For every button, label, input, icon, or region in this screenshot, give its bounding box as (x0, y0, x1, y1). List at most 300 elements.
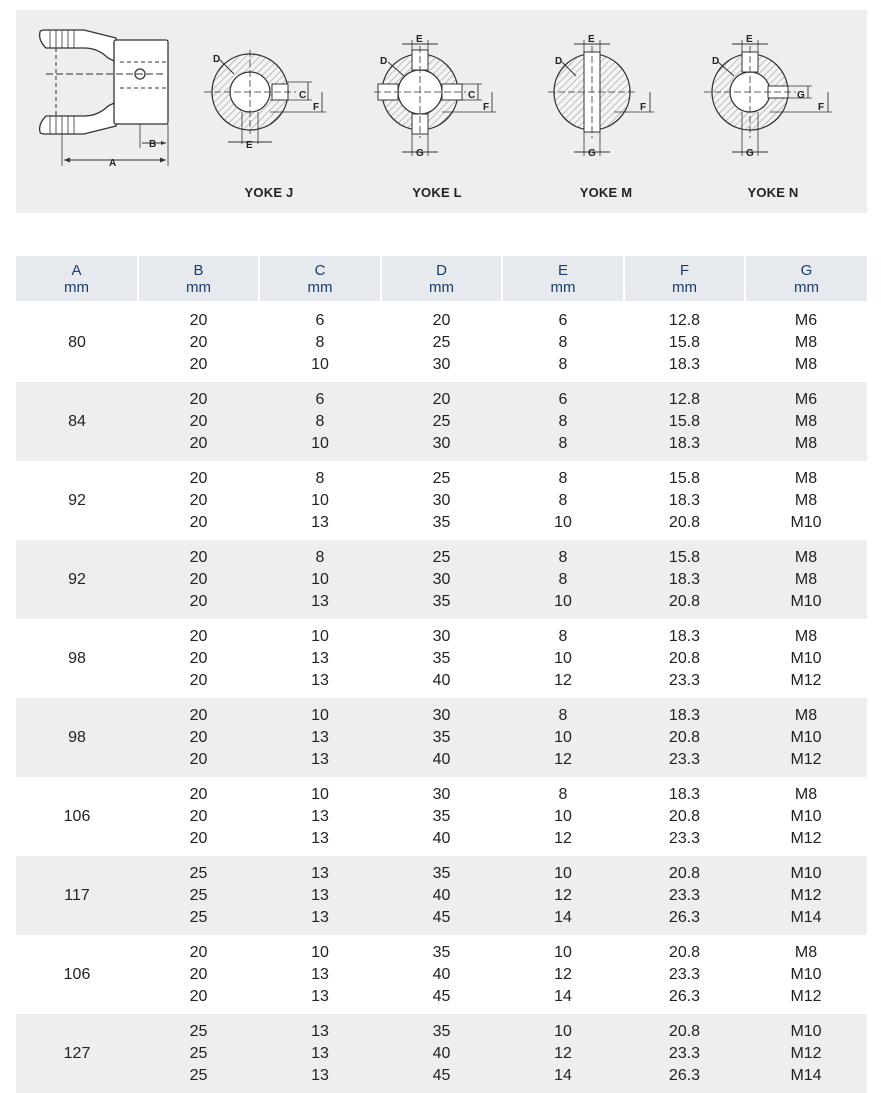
cell-value: 20.8 (668, 592, 701, 610)
cell-value: 10 (311, 570, 329, 588)
cell-value: M12 (790, 1044, 822, 1062)
cell-value: 25 (189, 1066, 208, 1084)
cell-e (502, 382, 624, 461)
cell-b (138, 1014, 259, 1093)
cell-value: 13 (311, 987, 329, 1005)
cell-value: 8 (315, 412, 325, 430)
cell-value: 23.3 (668, 750, 701, 768)
cell-value: M8 (794, 434, 818, 452)
column-unit: mm (672, 278, 697, 296)
cell-value: 10 (554, 864, 572, 882)
column-letter: F (679, 261, 690, 279)
cell-b (138, 777, 259, 856)
cell-f (624, 302, 745, 382)
cell-value: 10 (554, 943, 572, 961)
cell-value: 8 (558, 333, 568, 351)
cell-value: M8 (794, 355, 818, 373)
column-letter: A (71, 261, 82, 279)
cell-b (138, 935, 259, 1014)
cell-value: M8 (794, 943, 818, 961)
table-row (16, 540, 867, 619)
cell-value: 10 (554, 1022, 572, 1040)
cell-value: 35 (432, 943, 451, 961)
cell-a: 92 (68, 491, 86, 509)
cell-value: 14 (554, 908, 572, 926)
cell-value: 45 (432, 1066, 451, 1084)
cell-value: M12 (790, 886, 822, 904)
cell-value: 8 (558, 570, 568, 588)
cell-value: M12 (790, 987, 822, 1005)
cell-value: 8 (558, 469, 568, 487)
cell-value: M14 (790, 1066, 822, 1084)
cell-value: 13 (311, 908, 329, 926)
cell-value: 25 (189, 864, 208, 882)
cell-value: 13 (311, 807, 329, 825)
column-unit: mm (429, 278, 454, 296)
yoke-j-label: YOKE J (244, 185, 294, 200)
cell-g (745, 856, 867, 935)
cell-c (259, 698, 381, 777)
cell-value: 20 (189, 785, 208, 803)
cell-a: 92 (16, 540, 138, 619)
column-unit: mm (307, 278, 333, 296)
cell-e (502, 777, 624, 856)
cell-f (624, 619, 745, 698)
cell-value: 18.3 (668, 434, 701, 452)
cell-e (502, 619, 624, 698)
cell-d (381, 935, 502, 1014)
cell-value: 8 (558, 434, 568, 452)
yoke-n-label: YOKE N (747, 185, 799, 200)
yoke-m-dim-g: G (588, 148, 596, 159)
cell-value: 20 (189, 706, 208, 724)
cell-d (381, 856, 502, 935)
cell-b (138, 540, 259, 619)
cell-value: M8 (794, 706, 818, 724)
cell-value: 25 (189, 1022, 208, 1040)
cell-value: 13 (311, 649, 329, 667)
yoke-m-dim-e: E (588, 34, 595, 45)
cell-b (138, 698, 259, 777)
column-header-a (16, 256, 138, 302)
cell-g (745, 698, 867, 777)
cell-value: M8 (794, 627, 818, 645)
cell-value: 40 (432, 750, 451, 768)
cell-value: 10 (311, 355, 329, 373)
cell-value: M6 (794, 311, 818, 329)
column-unit: mm (550, 278, 576, 296)
cell-b (138, 856, 259, 935)
cell-value: 35 (432, 728, 451, 746)
cell-value: 35 (432, 592, 451, 610)
cell-a: 84 (16, 382, 138, 461)
cell-value: 30 (432, 785, 451, 803)
cell-value: 8 (315, 548, 325, 566)
cell-value: 18.3 (668, 355, 701, 373)
column-header-f (624, 256, 745, 302)
cell-g (745, 777, 867, 856)
cell-value: M14 (790, 908, 822, 926)
table-row (16, 777, 867, 856)
cell-e (502, 540, 624, 619)
column-unit: mm (64, 278, 89, 296)
yoke-l-dim-g: G (416, 148, 424, 159)
cell-value: 15.8 (668, 469, 701, 487)
cell-value: 13 (311, 1022, 329, 1040)
yoke-l-dim-f: F (483, 102, 490, 113)
cell-value: 8 (315, 469, 325, 487)
cell-a: 106 (63, 807, 91, 825)
table-row (16, 1014, 867, 1093)
cell-value: 35 (432, 513, 451, 531)
cell-value: 18.3 (668, 785, 701, 803)
cell-value: M6 (794, 390, 818, 408)
cell-value: 25 (189, 886, 208, 904)
cell-d (381, 777, 502, 856)
column-header-b (138, 256, 259, 302)
cell-value: 13 (311, 1066, 329, 1084)
yoke-l-drawing (374, 40, 496, 156)
column-unit: mm (186, 278, 211, 296)
cell-value: 12 (554, 886, 572, 904)
cell-value: 15.8 (668, 548, 701, 566)
cell-value: 20 (189, 311, 208, 329)
cell-value: 20 (189, 671, 208, 689)
cell-value: 8 (558, 627, 568, 645)
yoke-m-label: YOKE M (579, 185, 633, 200)
cell-value: 10 (554, 728, 572, 746)
cell-value: 20 (189, 728, 208, 746)
table-row (16, 935, 867, 1014)
cell-value: 20 (189, 965, 208, 983)
cell-c (259, 619, 381, 698)
cell-value: 18.3 (668, 491, 701, 509)
cell-value: 8 (558, 355, 568, 373)
cell-g (745, 935, 867, 1014)
cell-c (259, 856, 381, 935)
cell-value: 45 (432, 987, 451, 1005)
column-letter: G (800, 261, 813, 279)
column-letter: C (314, 261, 326, 279)
cell-value: 8 (558, 491, 568, 509)
yoke-l-dim-e: E (416, 34, 423, 45)
cell-a: 98 (16, 698, 138, 777)
cell-value: 20.8 (668, 864, 701, 882)
cell-value: 20 (189, 829, 208, 847)
cell-value: 30 (432, 434, 451, 452)
cell-value: 13 (311, 750, 329, 768)
yoke-j-dim-f: F (313, 102, 320, 113)
cell-value: 15.8 (668, 412, 701, 430)
dim-label-b: B (149, 139, 157, 150)
cell-f (624, 1014, 745, 1093)
cell-value: 8 (558, 785, 568, 803)
column-letter: B (193, 261, 204, 279)
cell-value: 35 (432, 807, 451, 825)
cell-value: 20.8 (668, 943, 701, 961)
cell-value: 12 (554, 750, 572, 768)
cell-value: 8 (315, 333, 325, 351)
yoke-n-dim-g: G (746, 148, 754, 159)
cell-value: 10 (311, 627, 329, 645)
cell-value: 6 (558, 311, 568, 329)
cell-value: 20.8 (668, 807, 701, 825)
table-row (16, 698, 867, 777)
column-letter: E (557, 261, 568, 279)
cell-value: 13 (311, 886, 329, 904)
column-header-e (502, 256, 624, 302)
column-unit: mm (794, 278, 819, 296)
table-row (16, 619, 867, 698)
yoke-l-dim-c: C (468, 90, 476, 101)
cell-f (624, 935, 745, 1014)
table-body (16, 302, 867, 1093)
cell-value: 18.3 (668, 627, 701, 645)
table-row (16, 856, 867, 935)
cell-value: 20.8 (668, 513, 701, 531)
cell-value: 23.3 (668, 965, 701, 983)
cell-value: 20 (189, 649, 208, 667)
cell-value: 20.8 (668, 649, 701, 667)
cell-value: 10 (311, 434, 329, 452)
cell-c (259, 540, 381, 619)
cell-value: M10 (790, 513, 822, 531)
cell-value: M10 (790, 864, 822, 882)
cell-value: 40 (432, 886, 451, 904)
yoke-l-label: YOKE L (412, 185, 462, 200)
cell-value: M12 (790, 671, 822, 689)
cell-value: M10 (790, 807, 822, 825)
cell-value: 20 (189, 592, 208, 610)
dimension-table (16, 256, 867, 1093)
yoke-n-dim-d: D (712, 56, 720, 67)
cell-value: M8 (794, 469, 818, 487)
cell-value: 14 (554, 987, 572, 1005)
cell-g (745, 1014, 867, 1093)
cell-value: 13 (311, 829, 329, 847)
cell-value: 40 (432, 1044, 451, 1062)
cell-value: M12 (790, 750, 822, 768)
cell-value: 30 (432, 355, 451, 373)
yoke-diagram-panel (16, 10, 867, 213)
cell-value: 25 (189, 908, 208, 926)
cell-d (381, 698, 502, 777)
cell-value: 20 (189, 570, 208, 588)
cell-e (502, 856, 624, 935)
cell-value: M8 (794, 785, 818, 803)
cell-value: 20 (432, 390, 451, 408)
cell-value: 20 (189, 491, 208, 509)
cell-value: 35 (432, 864, 451, 882)
column-header-g (745, 256, 867, 302)
cell-value: M10 (790, 1022, 822, 1040)
cell-value: 40 (432, 965, 451, 983)
cell-value: 20 (189, 548, 208, 566)
cell-d (381, 1014, 502, 1093)
cell-a: 80 (68, 333, 86, 351)
cell-value: 15.8 (668, 333, 701, 351)
cell-value: 20 (189, 627, 208, 645)
cell-f (624, 382, 745, 461)
cell-value: 30 (432, 706, 451, 724)
cell-a: 117 (16, 856, 138, 935)
column-letter: D (436, 261, 447, 279)
cell-value: 18.3 (668, 570, 701, 588)
cell-value: 14 (554, 1066, 572, 1084)
cell-value: M10 (790, 965, 822, 983)
cell-value: 26.3 (668, 1066, 701, 1084)
cell-value: 10 (554, 649, 572, 667)
cell-b (138, 619, 259, 698)
yoke-n-dim-g-side: G (797, 90, 805, 101)
cell-value: 6 (558, 390, 568, 408)
yoke-l-dim-d: D (380, 56, 388, 67)
yoke-drawings (16, 10, 867, 213)
column-header-d (381, 256, 502, 302)
cell-f (624, 540, 745, 619)
table-header-row (16, 256, 867, 302)
cell-e (502, 935, 624, 1014)
cell-value: 10 (554, 807, 572, 825)
cell-value: 6 (315, 390, 325, 408)
cell-value: 25 (432, 412, 451, 430)
cell-value: 6 (315, 311, 325, 329)
cell-value: 25 (432, 548, 451, 566)
cell-value: 20 (189, 333, 208, 351)
cell-value: 20 (189, 750, 208, 768)
cell-value: 18.3 (668, 706, 701, 724)
cell-value: 20 (189, 807, 208, 825)
cell-value: 10 (311, 785, 329, 803)
cell-c (259, 935, 381, 1014)
yoke-m-drawing (548, 40, 654, 156)
cell-value: 20 (189, 943, 208, 961)
cell-value: M10 (790, 592, 822, 610)
cell-value: 26.3 (668, 987, 701, 1005)
cell-value: 23.3 (668, 671, 701, 689)
table-row (16, 461, 867, 540)
cell-value: 12 (554, 1044, 572, 1062)
cell-value: 12 (554, 671, 572, 689)
cell-value: M8 (794, 570, 818, 588)
cell-value: 20 (432, 311, 451, 329)
cell-value: 10 (311, 706, 329, 724)
cell-value: 30 (432, 627, 451, 645)
cell-value: M8 (794, 491, 818, 509)
cell-value: 10 (554, 592, 572, 610)
cell-g (745, 540, 867, 619)
cell-value: 20 (189, 412, 208, 430)
cell-d (381, 461, 502, 540)
cell-value: 10 (311, 491, 329, 509)
cell-e (502, 698, 624, 777)
cell-d (381, 382, 502, 461)
cell-c (259, 777, 381, 856)
cell-value: 40 (432, 671, 451, 689)
cell-value: M10 (790, 728, 822, 746)
cell-value: 25 (189, 1044, 208, 1062)
cell-b (138, 382, 259, 461)
table-row (16, 382, 867, 461)
cell-value: M12 (790, 829, 822, 847)
cell-e (502, 1014, 624, 1093)
cell-f (624, 856, 745, 935)
yoke-n-dim-f: F (818, 102, 825, 113)
cell-value: 23.3 (668, 1044, 701, 1062)
cell-value: 20 (189, 390, 208, 408)
cell-c (259, 1014, 381, 1093)
cell-value: 30 (432, 491, 451, 509)
cell-value: 12 (554, 965, 572, 983)
cell-g (745, 461, 867, 540)
cell-value: 13 (311, 1044, 329, 1062)
cell-value: 35 (432, 649, 451, 667)
cell-value: 20 (189, 469, 208, 487)
cell-a: 98 (68, 649, 86, 667)
cell-b (138, 461, 259, 540)
cell-value: 8 (558, 412, 568, 430)
cell-value: 26.3 (668, 908, 701, 926)
cell-g (745, 382, 867, 461)
cell-value: M8 (794, 548, 818, 566)
yoke-j-drawing (204, 50, 326, 144)
cell-value: 30 (432, 570, 451, 588)
yoke-n-dim-e: E (746, 34, 753, 45)
yoke-j-dim-d: D (213, 54, 221, 65)
cell-value: 10 (554, 513, 572, 531)
cell-value: M8 (794, 412, 818, 430)
cell-c (259, 382, 381, 461)
cell-value: 25 (432, 333, 451, 351)
cell-value: 13 (311, 592, 329, 610)
cell-g (745, 302, 867, 382)
cell-value: 25 (432, 469, 451, 487)
cell-value: M10 (790, 649, 822, 667)
cell-f (624, 461, 745, 540)
cell-f (624, 777, 745, 856)
cell-value: 20.8 (668, 728, 701, 746)
cell-d (381, 302, 502, 382)
cell-c (259, 461, 381, 540)
cell-c (259, 302, 381, 382)
cell-value: 13 (311, 513, 329, 531)
cell-b (138, 302, 259, 382)
dim-label-a: A (109, 158, 117, 169)
yoke-n-drawing (704, 40, 832, 156)
cell-value: M8 (794, 333, 818, 351)
cell-value: 12 (554, 829, 572, 847)
cell-value: 40 (432, 829, 451, 847)
cell-value: 13 (311, 671, 329, 689)
cell-value: 35 (432, 1022, 451, 1040)
cell-value: 20.8 (668, 1022, 701, 1040)
cell-value: 23.3 (668, 829, 701, 847)
cell-a: 127 (16, 1014, 138, 1093)
cell-value: 13 (311, 864, 329, 882)
cell-value: 45 (432, 908, 451, 926)
column-header-c (259, 256, 381, 302)
cell-value: 20 (189, 987, 208, 1005)
cell-d (381, 619, 502, 698)
yoke-m-dim-d: D (555, 56, 563, 67)
cell-value: 13 (311, 965, 329, 983)
cell-e (502, 302, 624, 382)
yoke-j-dim-e: E (246, 140, 253, 151)
cell-value: 20 (189, 513, 208, 531)
yoke-j-dim-c: C (299, 90, 307, 101)
cell-e (502, 461, 624, 540)
cell-value: 20 (189, 355, 208, 373)
